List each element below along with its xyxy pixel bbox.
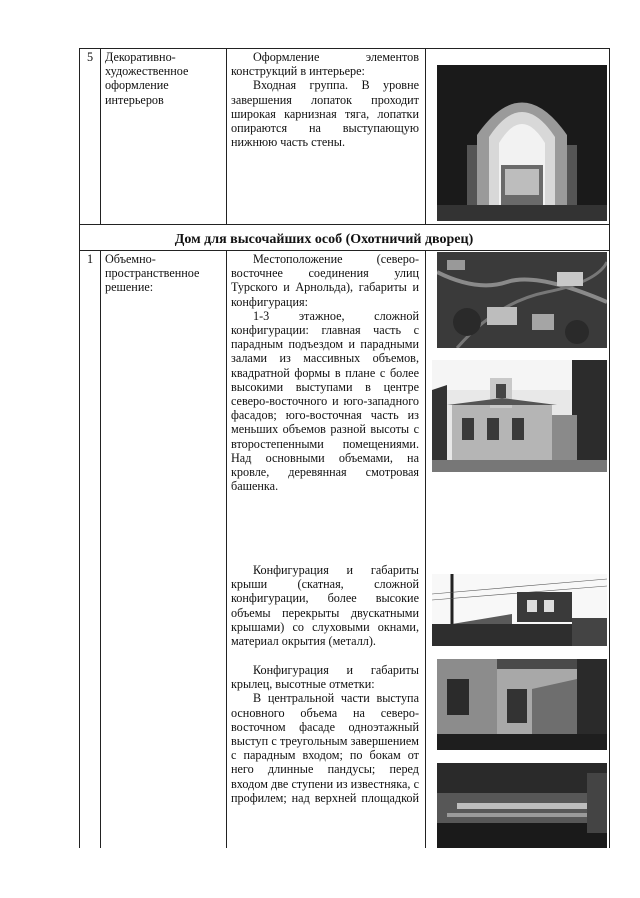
- row-name-text: Декоративно-художественное оформление интерьеров: [105, 50, 189, 107]
- table-right-border: [609, 48, 610, 848]
- col-divider: [425, 250, 426, 848]
- row-description-porch: [231, 663, 419, 805]
- row-name: [105, 252, 223, 295]
- aerial-map-photo: [437, 252, 607, 348]
- row-name-text: Объемно-пространственное решение:: [105, 252, 200, 295]
- col-divider: [100, 250, 101, 848]
- col-divider: [226, 48, 227, 224]
- row-number: 5: [86, 50, 94, 64]
- section-title: Дом для высочайших особ (Охотничий дворец): [174, 232, 474, 247]
- row-name: [105, 50, 223, 107]
- entrance-steps-photo: [437, 763, 607, 848]
- col-divider: [226, 250, 227, 848]
- desc-paragraph: Входная группа. В уровне завершения лопаток проходит широкая карнизная тяга, лопатки опираются на выступающую нижнюю часть стены.: [231, 78, 419, 150]
- interior-arch-photo: [437, 65, 607, 221]
- row-description-roof: [231, 563, 419, 648]
- table-top-border: [79, 48, 609, 49]
- porch-photo: [437, 659, 607, 750]
- roof-photo: [432, 574, 607, 646]
- row-divider: [79, 224, 609, 225]
- desc-paragraph: Конфигурация и габариты крыши (скатная, сложной конфигурации, более высокие объемы перекрыты двускатными крышами) со слуховыми окнами, материал окрытия (металл).: [231, 563, 419, 649]
- row-description: [231, 252, 419, 493]
- desc-paragraph: Конфигурация и габариты крылец, высотные отметки:: [231, 663, 419, 692]
- table-left-border: [79, 48, 80, 848]
- row-description: [231, 50, 419, 149]
- col-divider: [425, 48, 426, 224]
- row-number: 1: [86, 252, 94, 266]
- desc-paragraph: В центральной части выступа основного объема на северо-восточном фасаде одноэтажный выступ с треугольным завершением с парадным входом; по бокам от него длинные пандусы; перед входом две ступени из известняка, с профилем; над верхней площадкой: [231, 691, 419, 805]
- col-divider: [100, 48, 101, 224]
- desc-paragraph: Местоположение (северо-восточнее соединения улиц Турского и Арнольда), габариты и конфигурация:: [231, 252, 419, 309]
- row-divider: [79, 250, 609, 251]
- desc-paragraph: 1-3 этажное, сложной конфигурации: главная часть с парадным подъездом и парадными залами из массивных объемов, квадратной формы в плане с более высокими выступами в центре северо-восточного и юго-западного фасадов; юго-восточная часть из меньших объемов разной высоты с второстепенными помещениями. Над основными объемами, на кровле, деревянная смотровая башенка.: [231, 308, 419, 494]
- desc-paragraph: Оформление элементов конструкций в интерьере:: [231, 50, 419, 79]
- palace-facade-photo: [432, 360, 607, 472]
